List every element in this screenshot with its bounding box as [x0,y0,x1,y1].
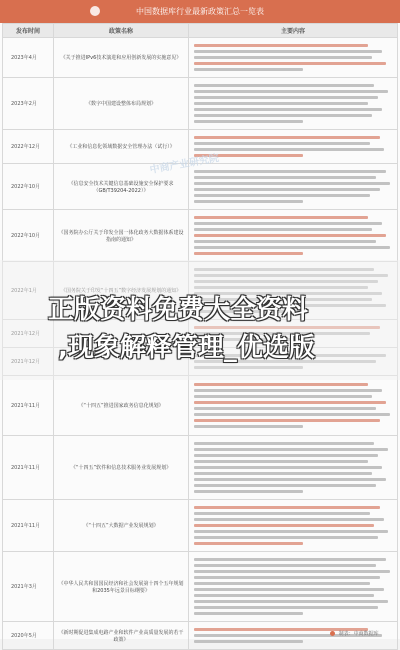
content-text-line [194,466,382,469]
content-text-line [194,68,303,71]
content-text-line [194,246,390,249]
content-text-line [194,612,303,615]
table-row [3,500,398,552]
row-content [189,38,398,78]
document-title-bar [0,0,400,23]
row-date: 2022年12月 [3,130,54,164]
content-text-line [194,44,368,47]
header-date: 发布时间 [3,24,54,38]
content-text-line [194,484,376,487]
row-date: 2021年12月 [3,320,54,348]
content-text-line [194,170,386,173]
row-policy: 《新时期促进集成电路产业和软件产业高质量发展的若干政策》 [54,622,189,650]
brand-dot-icon [330,631,335,636]
row-policy: 《国务院办公厅关于印发全国一体化政务大数据体系建设指南的通知》 [54,210,189,262]
row-policy: 《国务院关于印发“十四五”数字经济发展规划的通知》 [54,262,189,320]
content-text-line [194,383,368,386]
logo-icon [90,6,100,16]
content-text-line [194,454,378,457]
content-text-line [194,490,303,493]
content-text-line [194,102,368,105]
content-text-line [194,216,368,219]
row-content [189,78,398,130]
table-row [3,38,398,78]
row-content [189,210,398,262]
table-row [3,78,398,130]
content-text-line [194,401,386,404]
content-text-line [194,176,376,179]
content-text-line [194,90,388,93]
content-text-line [194,136,380,139]
row-content [189,500,398,552]
content-text-line [194,114,372,117]
row-policy: 《数字中国建设整体布局规划》 [54,78,189,130]
row-policy: 《“十四五”推进国家政务信息化规划》 [54,376,189,436]
content-text-line [194,570,390,573]
row-date: 2021年3月 [3,552,54,622]
content-text-line [194,222,382,225]
content-text-line [194,558,386,561]
content-text-line [194,594,374,597]
content-text-line [194,640,303,643]
content-text-line [194,530,388,533]
row-date: 2022年10月 [3,164,54,210]
row-date: 2022年1月 [3,262,54,320]
header-content: 主要内容 [189,24,398,38]
content-text-line [194,234,386,237]
row-policy: 《信息安全技术关键信息基础设施安全保护要求（GB/T39204-2022）》 [54,164,189,210]
row-date: 2023年4月 [3,38,54,78]
header-policy: 政策名称 [54,24,189,38]
row-content [189,130,398,164]
table-row [3,436,398,500]
content-text-line [194,120,303,123]
content-text-line [194,56,372,59]
content-text-line [194,518,384,521]
footer-text: 制表：中商数据库 [338,631,379,637]
content-text-line [194,407,376,410]
row-policy: 《“十四五”软件和信息技术服务业发展规划》 [54,436,189,500]
content-text-line [194,228,372,231]
watermark-logo: 中商产业研究院 [148,153,220,177]
content-text-line [194,448,388,451]
content-text-line [194,606,378,609]
row-content [189,552,398,622]
content-text-line [194,564,376,567]
row-policy: 《“十四五”大数据产业发展规划》 [54,500,189,552]
row-policy: 《中华人民共和国国民经济和社会发展第十四个五年规划和2035年远景目标纲要》 [54,552,189,622]
content-text-line [194,582,370,585]
content-text-line [194,419,380,422]
row-date: 2020年5月 [3,622,54,650]
table-footer [330,630,379,637]
row-date: 2021年12月 [3,348,54,376]
overlay-headline-2: ,现象解释管理_优选版 [58,333,315,363]
content-text-line [194,200,303,203]
table-row [3,552,398,622]
content-text-line [194,142,370,145]
row-content [189,376,398,436]
table-row [3,210,398,262]
content-text-line [194,512,370,515]
content-text-line [194,413,390,416]
content-text-line [194,395,372,398]
content-text-line [194,425,303,428]
table-row [3,376,398,436]
row-date: 2021年11月 [3,376,54,436]
content-text-line [194,588,384,591]
content-text-line [194,600,388,603]
content-text-line [194,194,370,197]
content-text-line [194,108,382,111]
row-date: 2021年11月 [3,436,54,500]
row-date: 2022年10月 [3,210,54,262]
content-text-line [194,389,382,392]
content-text-line [194,542,303,545]
content-text-line [194,62,386,65]
content-text-line [194,182,390,185]
document-title: 中国数据库行业最新政策汇总一览表 [136,7,264,16]
content-text-line [194,536,378,539]
content-text-line [194,478,386,481]
row-date: 2023年2月 [3,78,54,130]
content-text-line [194,524,374,527]
content-text-line [194,148,384,151]
row-policy: 《关于推进IPv6技术演进和应用创新发展的实施意见》 [54,38,189,78]
row-date: 2021年11月 [3,500,54,552]
content-text-line [194,460,368,463]
content-text-line [194,240,376,243]
row-policy: 《工业和信息化领域数据安全管理办法（试行）》 [54,130,189,164]
overlay-headline-1: 正版资料免费大全资料 [48,295,309,325]
content-text-line [194,50,382,53]
row-content [189,436,398,500]
content-text-line [194,576,380,579]
content-text-line [194,472,372,475]
content-text-line [194,506,380,509]
content-text-line [194,442,374,445]
content-text-line [194,252,303,255]
content-text-line [194,188,380,191]
content-text-line [194,84,374,87]
table-header-row [3,24,398,38]
content-text-line [194,96,378,99]
